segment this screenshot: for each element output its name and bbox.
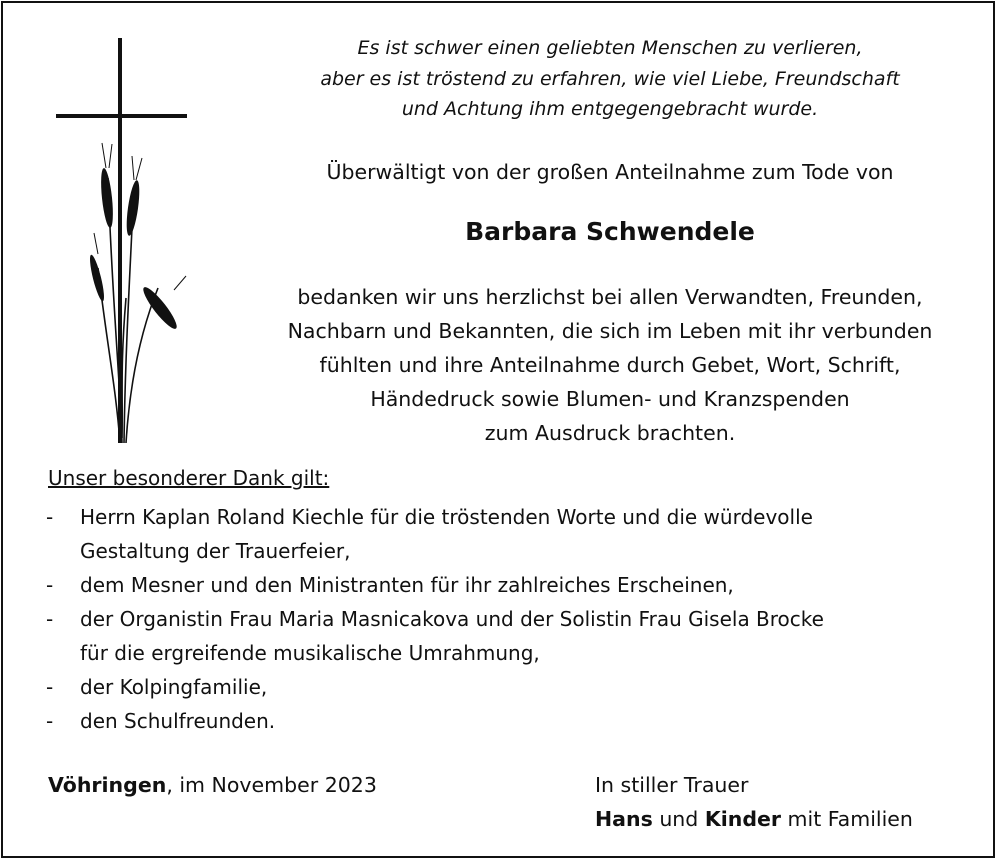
quote-line: und Achtung ihm entgegengebracht wurde. <box>401 98 819 120</box>
list-item <box>46 602 966 670</box>
place-name: Vöhringen <box>48 773 167 797</box>
opening-quote <box>255 33 965 125</box>
mourners-names <box>595 802 913 836</box>
list-item-line: den Schulfreunden. <box>80 709 276 733</box>
list-dash: - <box>46 675 54 699</box>
list-dash: - <box>46 709 54 733</box>
list-item-line: Herrn Kaplan Roland Kiechle für die tröstenden Worte und die würdevolle <box>80 505 813 529</box>
thanks-line: zum Ausdruck brachten. <box>484 421 736 445</box>
place-date <box>48 768 377 802</box>
suffix-text: mit Familien <box>781 807 913 831</box>
special-thanks-heading: Unser besonderer Dank gilt: <box>48 466 330 490</box>
mourners-block <box>595 768 913 836</box>
connector-text: und <box>652 807 705 831</box>
list-item-line: der Organistin Frau Maria Masnicakova und der Solistin Frau Gisela Brocke <box>80 607 824 631</box>
mourner-name: Kinder <box>704 807 782 831</box>
mourner-name: Hans <box>595 807 653 831</box>
list-dash: - <box>46 505 54 529</box>
list-dash: - <box>46 607 54 631</box>
date-text: , im November 2023 <box>166 773 377 797</box>
list-item-line: Gestaltung der Trauerfeier, <box>80 539 351 563</box>
thanks-line: fühlten und ihre Anteilnahme durch Gebet, Wort, Schrift, <box>319 353 901 377</box>
thanks-line: Händedruck sowie Blumen- und Kranzspenden <box>370 387 850 411</box>
list-item-line: dem Mesner und den Ministranten für ihr zahlreiches Erscheinen, <box>80 573 734 597</box>
thanks-list <box>46 500 966 738</box>
thanks-paragraph <box>255 280 965 450</box>
quote-line: aber es ist tröstend zu erfahren, wie viel Liebe, Freundschaft <box>320 67 900 90</box>
list-item <box>46 500 966 568</box>
list-item-text <box>80 500 813 568</box>
quote-line: Es ist schwer einen geliebten Menschen zu verlieren, <box>357 37 863 59</box>
intro-text: Überwältigt von der großen Anteilnahme zum Tode von <box>326 160 894 184</box>
deceased-name: Barbara Schwendele <box>465 217 755 246</box>
list-dash: - <box>46 573 54 597</box>
cross-with-wheat-icon <box>50 38 195 450</box>
list-item <box>46 670 966 704</box>
thanks-line: bedanken wir uns herzlichst bei allen Verwandten, Freunden, <box>297 285 923 309</box>
list-item-line: für die ergreifende musikalische Umrahmung, <box>80 641 540 665</box>
list-item-line: der Kolpingfamilie, <box>80 675 268 699</box>
list-item <box>46 704 966 738</box>
list-item <box>46 568 966 602</box>
mourning-phrase: In stiller Trauer <box>595 773 749 797</box>
list-item-text <box>80 602 824 670</box>
thanks-line: Nachbarn und Bekannten, die sich im Leben mit ihr verbunden <box>287 319 933 343</box>
